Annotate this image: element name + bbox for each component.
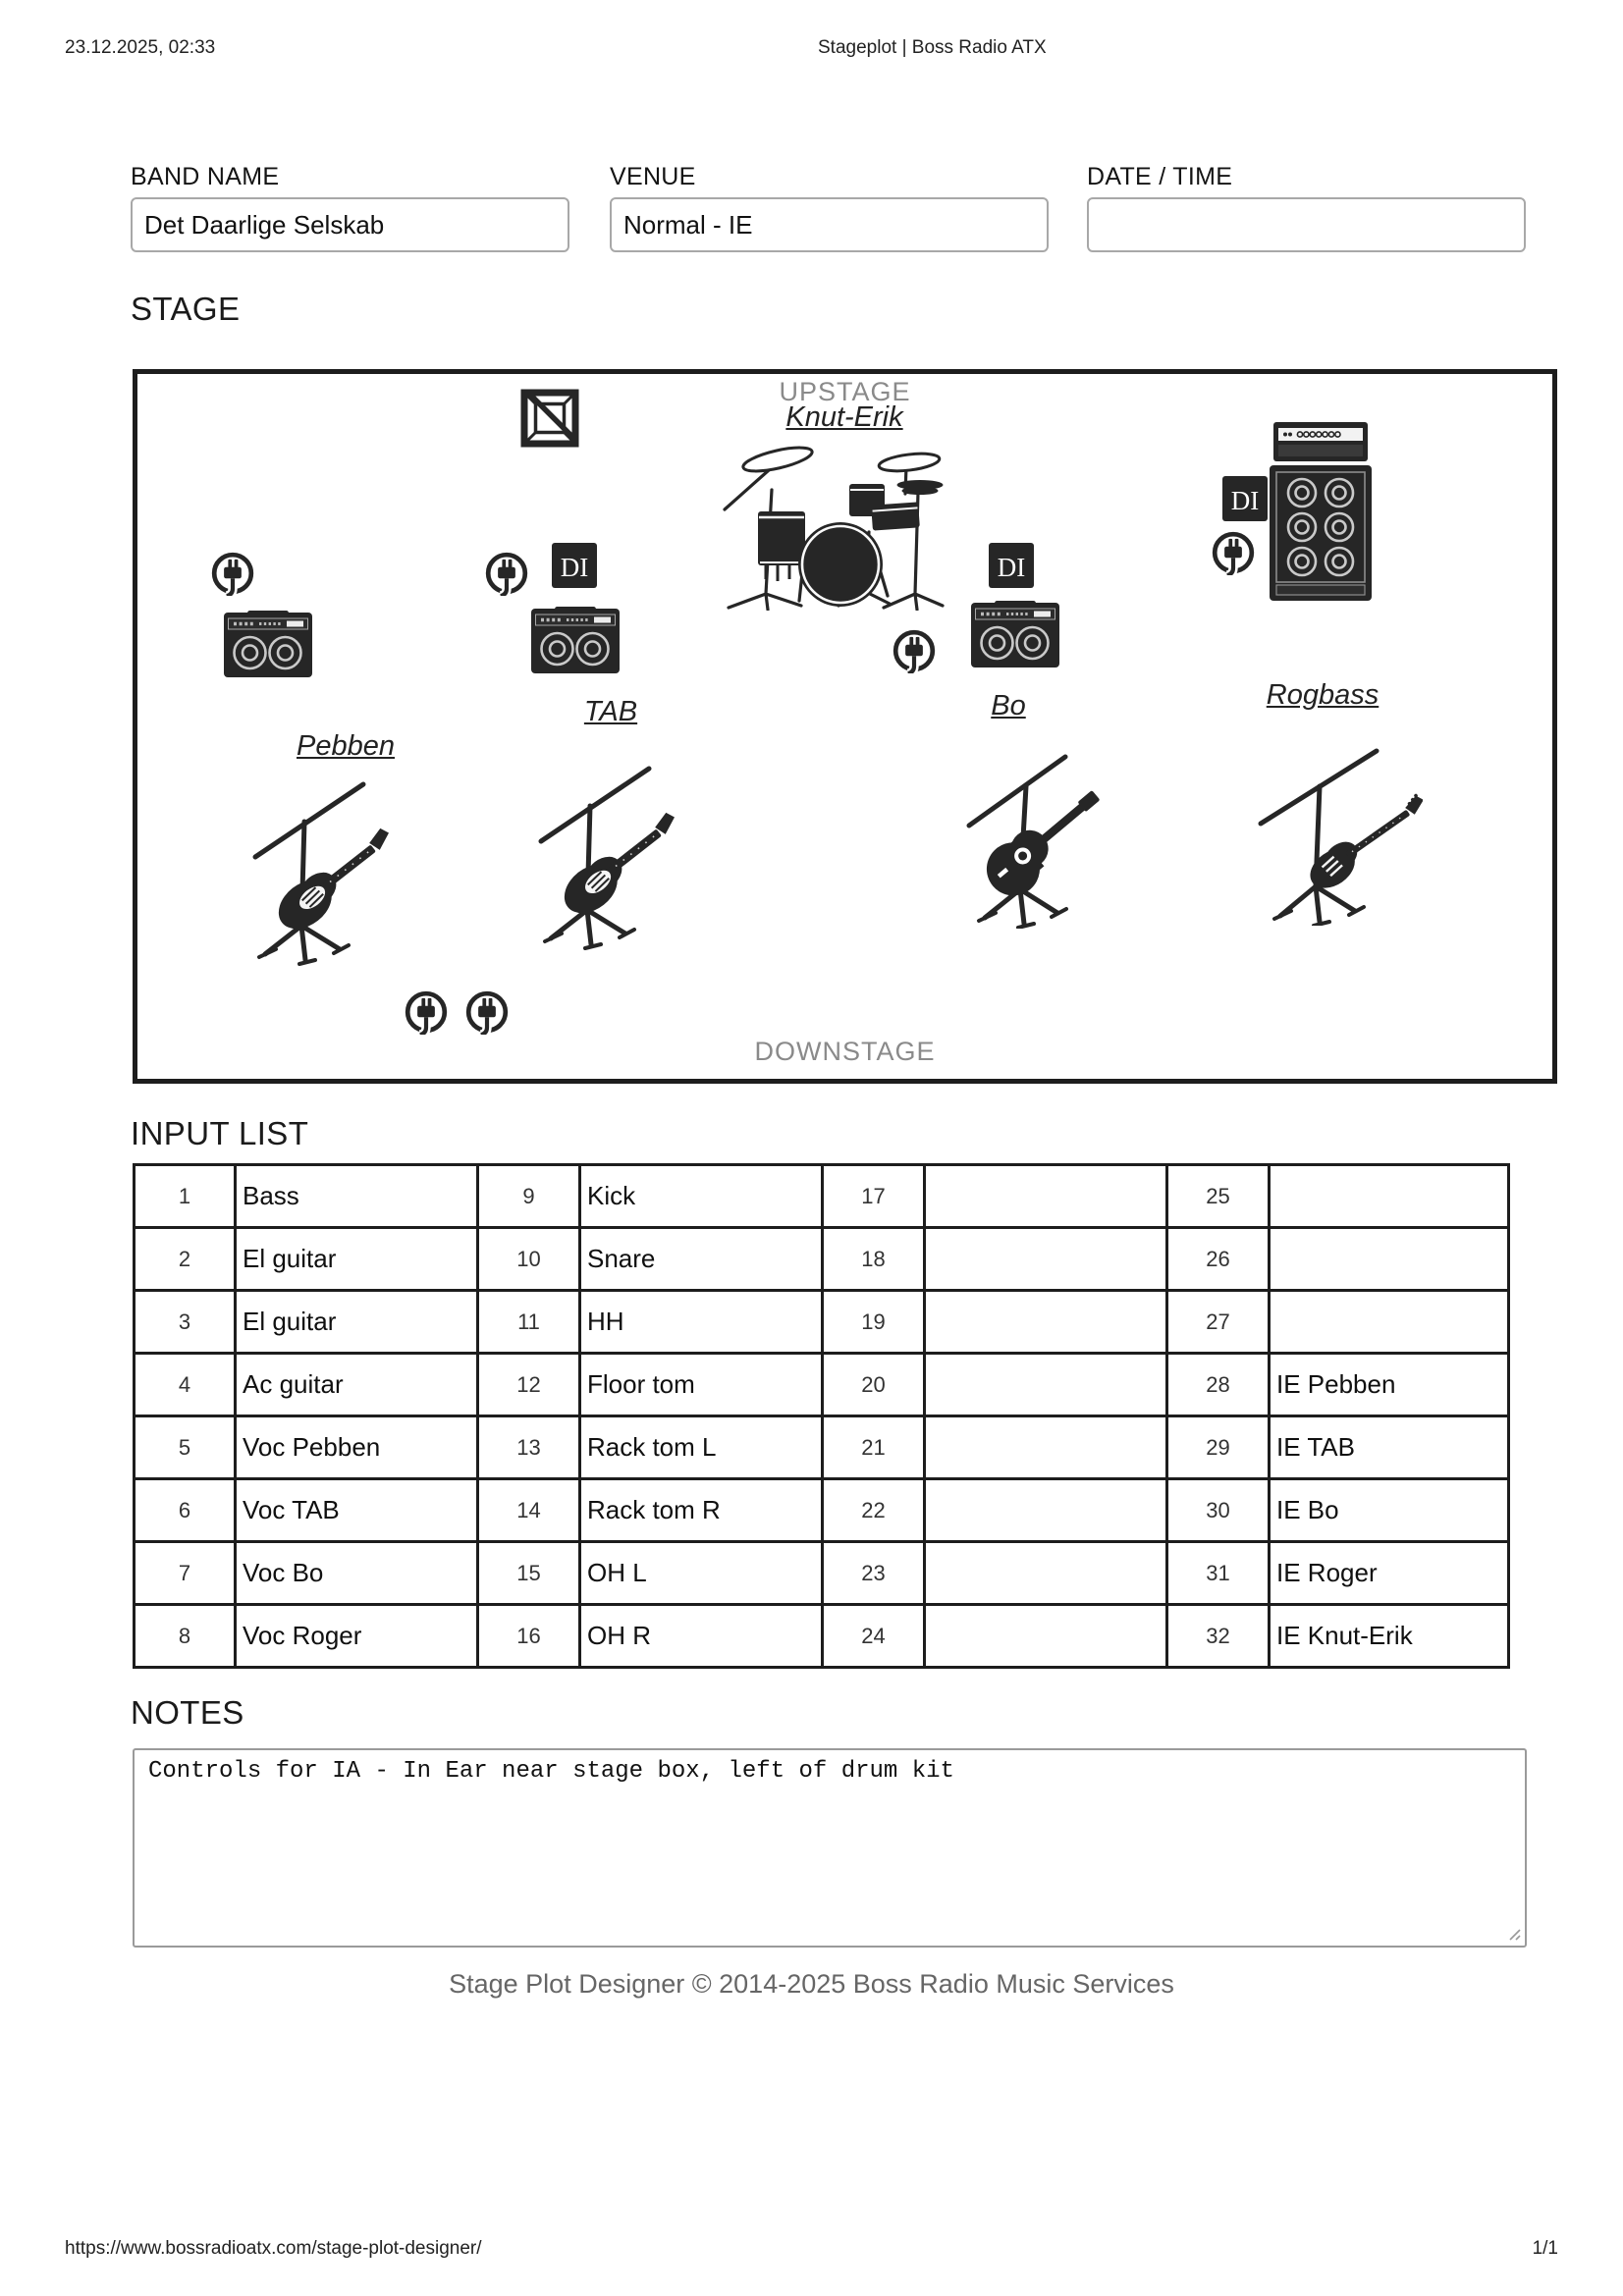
table-row	[135, 1291, 1509, 1354]
table-row	[135, 1542, 1509, 1605]
bass-guitar-icon	[1241, 729, 1423, 926]
musician-label-acoustic: Bo	[991, 690, 1026, 721]
input-label-cell: IE TAB	[1270, 1416, 1509, 1479]
power-outlet-icon	[892, 628, 937, 673]
power-outlet-icon	[404, 989, 449, 1035]
input-number-cell: 29	[1167, 1416, 1270, 1479]
input-number-cell: 11	[478, 1291, 580, 1354]
power-outlet-icon	[210, 551, 255, 596]
band-name-label: BAND NAME	[131, 163, 280, 190]
input-label-cell: IE Roger	[1270, 1542, 1509, 1605]
input-number-cell: 2	[135, 1228, 236, 1291]
stage-diagram	[133, 369, 1557, 1084]
input-label-cell: Rack tom R	[580, 1479, 823, 1542]
input-number-cell: 12	[478, 1354, 580, 1416]
input-number-cell: 27	[1167, 1291, 1270, 1354]
input-number-cell: 26	[1167, 1228, 1270, 1291]
textarea-resize-grip[interactable]	[1506, 1926, 1522, 1942]
input-label-cell: Kick	[580, 1165, 823, 1228]
upstage-label: UPSTAGE	[779, 377, 911, 406]
table-row	[135, 1605, 1509, 1668]
input-number-cell: 18	[823, 1228, 925, 1291]
input-number-cell: 24	[823, 1605, 925, 1668]
input-label-cell	[925, 1542, 1167, 1605]
input-label-cell: HH	[580, 1291, 823, 1354]
bass-amp-icon	[1270, 422, 1372, 601]
input-number-cell: 8	[135, 1605, 236, 1668]
input-number-cell: 7	[135, 1542, 236, 1605]
table-row	[135, 1228, 1509, 1291]
input-number-cell: 25	[1167, 1165, 1270, 1228]
input-number-cell: 16	[478, 1605, 580, 1668]
input-number-cell: 28	[1167, 1354, 1270, 1416]
table-row	[135, 1354, 1509, 1416]
guitar-amp-icon	[531, 607, 620, 673]
input-number-cell: 4	[135, 1354, 236, 1416]
input-number-cell: 20	[823, 1354, 925, 1416]
input-label-cell: IE Knut-Erik	[1270, 1605, 1509, 1668]
input-label-cell	[925, 1354, 1167, 1416]
input-number-cell: 5	[135, 1416, 236, 1479]
guitar-amp-icon	[971, 601, 1059, 667]
input-label-cell: Voc Roger	[236, 1605, 478, 1668]
guitar-amp-icon	[224, 611, 312, 677]
table-row	[135, 1416, 1509, 1479]
input-label-cell	[925, 1228, 1167, 1291]
venue-label: VENUE	[610, 163, 696, 190]
electric-guitar-icon	[245, 761, 403, 967]
riser-case-icon	[520, 389, 579, 448]
date-time-label: DATE / TIME	[1087, 163, 1233, 190]
input-number-cell: 21	[823, 1416, 925, 1479]
input-number-cell: 31	[1167, 1542, 1270, 1605]
musician-label-guitar-center: TAB	[583, 696, 638, 727]
input-label-cell	[925, 1416, 1167, 1479]
input-label-cell	[1270, 1228, 1509, 1291]
page-url: https://www.bossradioatx.com/stage-plot-designer/	[65, 2238, 482, 2259]
input-number-cell: 32	[1167, 1605, 1270, 1668]
app-credit: Stage Plot Designer © 2014-2025 Boss Radio Music Services	[449, 1969, 1174, 1999]
input-number-cell: 30	[1167, 1479, 1270, 1542]
input-number-cell: 14	[478, 1479, 580, 1542]
notes-heading: NOTES	[131, 1694, 244, 1731]
input-label-cell: OH L	[580, 1542, 823, 1605]
di-box-icon	[1222, 476, 1268, 521]
input-number-cell: 19	[823, 1291, 925, 1354]
power-outlet-icon	[1211, 530, 1256, 575]
input-number-cell: 10	[478, 1228, 580, 1291]
input-number-cell: 13	[478, 1416, 580, 1479]
stage-heading: STAGE	[131, 291, 241, 327]
input-list-table	[133, 1163, 1510, 1669]
input-number-cell: 17	[823, 1165, 925, 1228]
input-number-cell: 23	[823, 1542, 925, 1605]
drum-kit-icon	[709, 439, 945, 611]
input-number-cell: 15	[478, 1542, 580, 1605]
input-label-cell: Voc TAB	[236, 1479, 478, 1542]
input-number-cell: 1	[135, 1165, 236, 1228]
input-label-cell: IE Bo	[1270, 1479, 1509, 1542]
musician-label-bass: Rogbass	[1266, 679, 1380, 711]
input-label-cell	[925, 1605, 1167, 1668]
input-label-cell: El guitar	[236, 1291, 478, 1354]
table-row	[135, 1165, 1509, 1228]
input-number-cell: 22	[823, 1479, 925, 1542]
musician-label-drummer: Knut-Erik	[785, 401, 903, 433]
print-datetime: 23.12.2025, 02:33	[65, 37, 216, 58]
print-title: Stageplot | Boss Radio ATX	[818, 37, 1047, 58]
input-label-cell	[1270, 1291, 1509, 1354]
band-name-input[interactable]	[131, 197, 569, 252]
electric-guitar-icon	[531, 745, 688, 951]
input-number-cell: 9	[478, 1165, 580, 1228]
input-label-cell: Voc Pebben	[236, 1416, 478, 1479]
power-outlet-icon	[464, 989, 510, 1035]
input-label-cell: Voc Bo	[236, 1542, 478, 1605]
input-label-cell: Snare	[580, 1228, 823, 1291]
page-number: 1/1	[1532, 2238, 1558, 2259]
di-box-icon	[552, 543, 597, 588]
input-label-cell: Floor tom	[580, 1354, 823, 1416]
acoustic-guitar-icon	[957, 727, 1105, 929]
input-label-cell: IE Pebben	[1270, 1354, 1509, 1416]
input-label-cell	[1270, 1165, 1509, 1228]
di-box-icon	[989, 543, 1034, 588]
input-label-cell	[925, 1479, 1167, 1542]
musician-label-guitar-left: Pebben	[297, 730, 395, 762]
input-number-cell: 3	[135, 1291, 236, 1354]
input-label-cell: Ac guitar	[236, 1354, 478, 1416]
date-time-input[interactable]	[1087, 197, 1526, 252]
input-label-cell: OH R	[580, 1605, 823, 1668]
venue-input[interactable]	[610, 197, 1049, 252]
input-label-cell: Rack tom L	[580, 1416, 823, 1479]
input-label-cell: Bass	[236, 1165, 478, 1228]
input-label-cell	[925, 1291, 1167, 1354]
input-list-heading: INPUT LIST	[131, 1115, 309, 1151]
power-outlet-icon	[484, 551, 529, 596]
input-label-cell	[925, 1165, 1167, 1228]
table-row	[135, 1479, 1509, 1542]
input-number-cell: 6	[135, 1479, 236, 1542]
notes-textarea[interactable]	[133, 1748, 1527, 1948]
downstage-label: DOWNSTAGE	[754, 1037, 936, 1066]
input-label-cell: El guitar	[236, 1228, 478, 1291]
